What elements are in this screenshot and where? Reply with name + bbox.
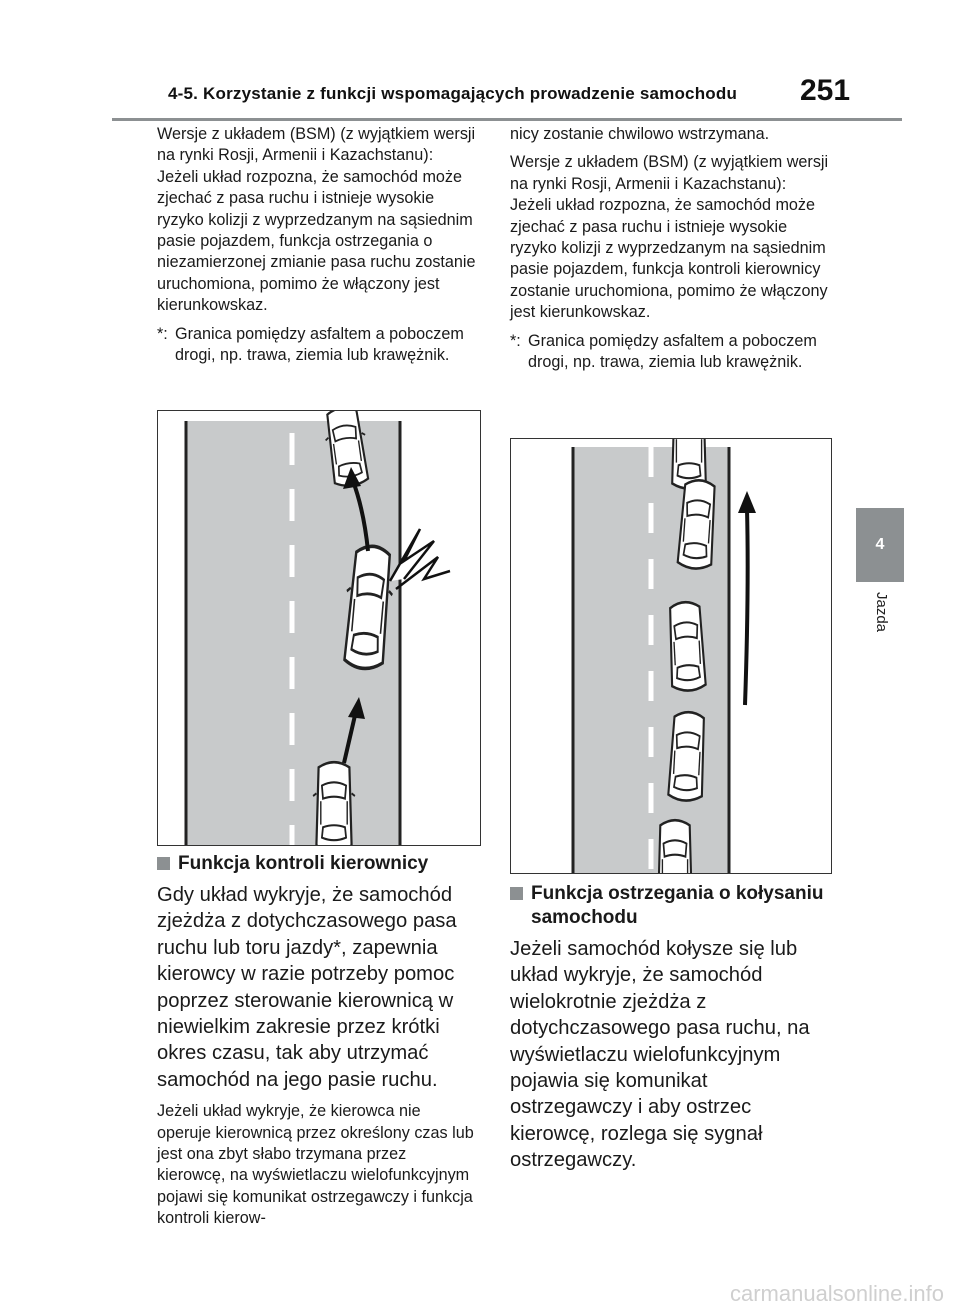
car-sway-5 [658, 820, 692, 873]
footnote-text: Granica pomiędzy asfaltem a poboczem drogi, np. trawa, ziemia lub krawężnik. [175, 324, 464, 365]
right-paragraph-bsm: Wersje z układem (BSM) (z wyjątkiem wersji na rynki Rosji, Armenii i Kazachstanu): Jeżeli układ rozpozna, że samochód może zjechać z pasa ruchu i istnieje wysokie ryzyko kolizji z wyprzedzanym na sąsiednim pasie pojazdem, funkcja kontroli kierownicy zostanie uruchomiona, pomimo że włączony jest kierunkowskaz. [510, 153, 829, 322]
chapter-label: Jazda [873, 592, 890, 633]
car-bottom [313, 762, 355, 845]
lane-change-figure [157, 410, 481, 846]
header-title: 4-5. Korzystanie z funkcji wspomagających prowadzenie samochodu [168, 84, 738, 103]
sway-arrow-head [738, 491, 756, 513]
left-paragraph-steering: Gdy układ wykryje, że samochód zjeżdża z dotychczasowego pasa ruchu lub toru jazdy*, zapewnia kierowcy w razie potrzeby pomoc poprzez sterowanie kierownicą w niewielkim zakresie przez krótki okres czasu, tak aby utrzymać samochód na jego pasie ruchu. [157, 884, 457, 1091]
car-sway-4 [668, 711, 706, 801]
left-paragraph-bsm: Wersje z układem (BSM) (z wyjątkiem wersji na rynki Rosji, Armenii i Kazachstanu): Jeżeli układ rozpozna, że samochód może zjechać z pasa ruchu i istnieje wysokie ryzyko kolizji z wyprzedzanym na sąsiednim pasie pojazdem, funkcja ostrzegania o niezamierzonej zmianie pasa ruchu zostanie uruchomiona, pomimo że włączony jest kierunkowskaz. [157, 125, 476, 315]
right-footnote [510, 331, 832, 374]
chapter-tab: 4 [856, 508, 904, 582]
right-column-lower [510, 882, 832, 1182]
left-column [157, 124, 479, 373]
heading-square-icon [510, 887, 523, 900]
footnote-text: Granica pomiędzy asfaltem a poboczem drogi, np. trawa, ziemia lub krawężnik. [528, 331, 817, 372]
left-column-lower [157, 852, 479, 1237]
footnote-mark: *: [157, 324, 168, 343]
right-paragraph-continued: nicy zostanie chwilowo wstrzymana. [510, 125, 770, 143]
watermark: carmanualsonline.info [729, 1281, 944, 1306]
sway-warning-figure [510, 438, 832, 874]
left-footnote [157, 324, 479, 367]
right-column [510, 124, 832, 380]
heading-square-icon [157, 857, 170, 870]
footnote-mark: *: [510, 331, 521, 350]
car-sway-3 [668, 601, 706, 691]
page-number: 251 [800, 74, 851, 107]
left-paragraph-hands-off: Jeżeli układ wykryje, że kierowca nie operuje kierownicą przez określony czas lub jest ona zbyt słabo trzymana przez kierowcę, na wyświetlaczu wielofunkcyjnym pojawi się komunikat ostrzegawczy i funkcja kontroli kierow- [157, 1102, 474, 1228]
sway-arrow [745, 509, 748, 705]
heading-steering-control: Funkcja kontroli kierownicy [157, 852, 479, 876]
header-rule [112, 118, 902, 121]
right-paragraph-sway: Jeżeli samochód kołysze się lub układ wykryje, że samochód wielokrotnie zjeżdża z dotychczasowego pasa ruchu, na wyświetlaczu wielofunkcyjnym pojawia się komunikat ostrzegawczy i aby ostrzec kierowcę, rozlega się sygnał ostrzegawczy. [510, 938, 810, 1172]
heading-sway-warning: Funkcja ostrzegania o kołysaniu samochodu [510, 882, 832, 930]
